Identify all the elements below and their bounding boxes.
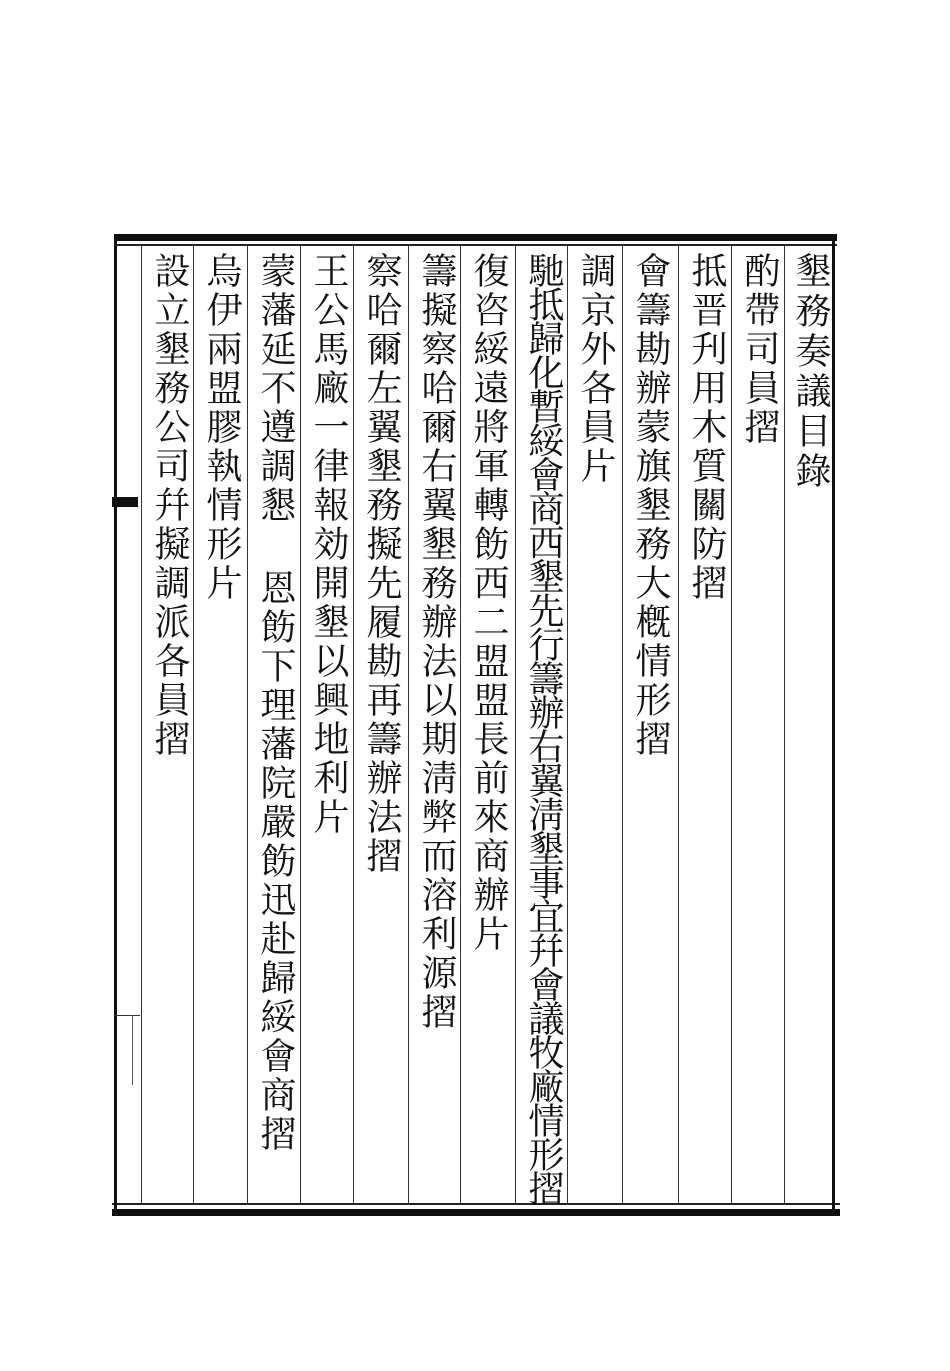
margin-rule	[114, 1015, 140, 1016]
margin-mark	[112, 497, 138, 507]
column-rule	[622, 246, 623, 1203]
toc-entry: 調京外各員片	[575, 252, 616, 486]
toc-entry: 復咨綏遠將軍轉飭西二盟盟長前來商辦片	[468, 252, 509, 954]
column-rule	[247, 246, 248, 1203]
frame-right-border	[832, 234, 835, 1216]
column-rule	[567, 246, 568, 1203]
column-rule	[353, 246, 354, 1203]
toc-entry: 抵晋刋用木質關防摺	[686, 252, 727, 603]
column-rule	[678, 246, 679, 1203]
column-rule	[731, 246, 732, 1203]
frame-left-border	[114, 234, 117, 1216]
column-rule	[141, 246, 142, 1203]
document-title: 墾務奏議目錄	[790, 252, 831, 492]
margin-dash	[132, 1015, 133, 1085]
toc-entry: 王公馬廠一律報効開墾以興地利片	[308, 252, 349, 837]
toc-entry: 馳抵歸化暫綏會商西墾先行籌辦右翼淸墾事宜幷會議牧廠情形摺	[523, 252, 564, 1204]
column-rule	[408, 246, 409, 1203]
toc-entry: 察哈爾左翼墾務擬先履勘再籌辦法摺	[361, 252, 402, 876]
column-rule	[460, 246, 461, 1203]
frame-bottom-border	[112, 1209, 840, 1216]
toc-entry: 烏伊兩盟膠執情形片	[201, 252, 242, 603]
column-rule	[784, 246, 785, 1203]
toc-entry: 蒙藩延不遵調懇 恩飭下理藩院嚴飭迅赴歸綏會商摺	[255, 252, 296, 1154]
toc-entry: 會籌勘辦蒙旗墾務大槪情形摺	[630, 252, 671, 759]
toc-entry: 酌帶司員摺	[739, 252, 780, 447]
column-rule	[300, 246, 301, 1203]
toc-entry: 籌擬察哈爾右翼墾務辦法以期淸弊而溶利源摺	[416, 252, 457, 1032]
column-rule	[193, 246, 194, 1203]
frame-top-rule	[117, 244, 837, 246]
toc-entry: 設立墾務公司幷擬調派各員摺	[149, 252, 190, 759]
frame-bottom-rule	[112, 1203, 840, 1205]
column-rule	[515, 246, 516, 1203]
frame-top-border	[117, 234, 837, 241]
